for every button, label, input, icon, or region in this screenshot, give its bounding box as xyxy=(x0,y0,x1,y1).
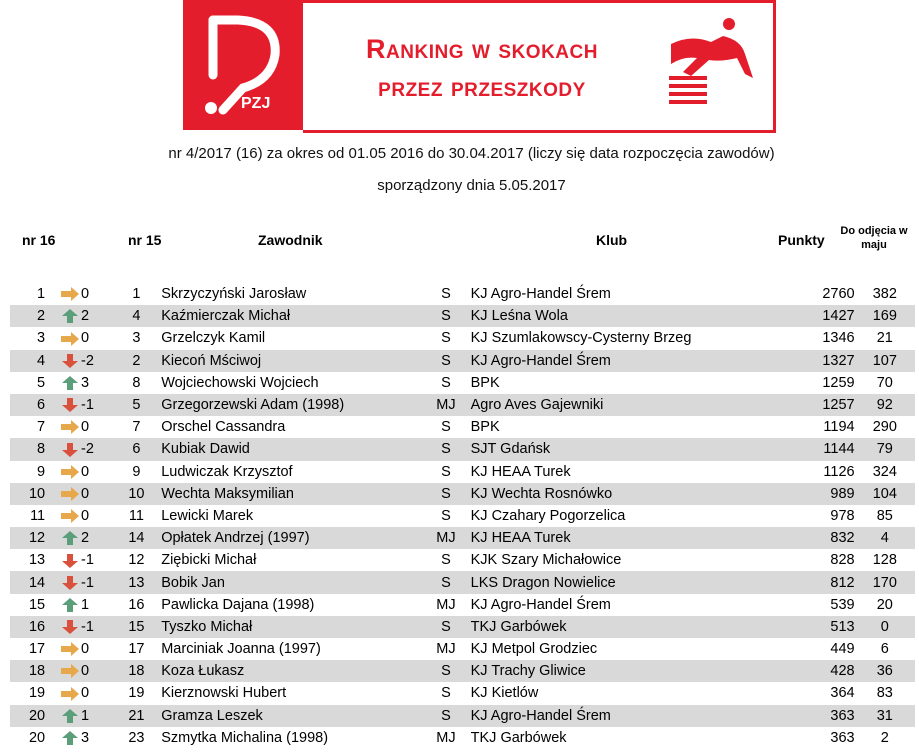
table-row xyxy=(10,571,915,593)
rank-previous: 18 xyxy=(124,660,150,682)
rank-previous: 13 xyxy=(124,571,150,593)
rider-category: S xyxy=(441,507,451,524)
rider-name: Tyszko Michał xyxy=(149,616,429,638)
rank-previous: 11 xyxy=(128,507,144,524)
rider-points: 364 xyxy=(830,685,855,702)
arrow-right-icon xyxy=(61,465,79,479)
rank-previous: 17 xyxy=(128,641,145,658)
table-row xyxy=(10,372,915,394)
rank-current: 12 xyxy=(10,527,47,549)
rider-club: KJ Agro-Handel Śrem xyxy=(470,286,611,303)
rider-name: Opłatek Andrzej (1997) xyxy=(149,527,429,549)
rider-name: Szmytka Michalina (1998) xyxy=(161,729,329,746)
rank-current: 16 xyxy=(10,616,47,638)
rank-current: 17 xyxy=(28,641,46,658)
rank-current: 15 xyxy=(28,596,46,613)
table-row xyxy=(10,327,915,349)
arrow-right-icon xyxy=(61,420,79,434)
rank-current: 5 xyxy=(37,374,46,391)
rank-change-arrow xyxy=(47,571,81,593)
rider-category: MJ xyxy=(436,729,456,746)
rank-change-value: 0 xyxy=(81,660,124,682)
rank-change-value: -2 xyxy=(81,438,124,460)
rider-category: S xyxy=(441,330,451,347)
rider-name: Lewicki Marek xyxy=(161,507,254,524)
rank-change-value: 0 xyxy=(81,419,90,436)
points-to-deduct: 290 xyxy=(872,419,897,436)
ranking-date: sporządzony dnia 5.05.2017 xyxy=(377,177,566,194)
rank-change-arrow xyxy=(47,283,81,305)
rider-club: Agro Aves Gajewniki xyxy=(463,394,796,416)
points-to-deduct: 21 xyxy=(876,330,893,347)
rider-points: 989 xyxy=(796,483,855,505)
table-row xyxy=(10,705,915,727)
rider-points: 428 xyxy=(796,660,855,682)
arrow-down-icon xyxy=(61,443,79,457)
rider-points: 812 xyxy=(796,571,855,593)
points-to-deduct: 170 xyxy=(855,571,915,593)
rider-points: 832 xyxy=(796,527,855,549)
rider-category: S xyxy=(441,463,451,480)
points-to-deduct: 169 xyxy=(855,305,915,327)
rider-points: 2760 xyxy=(822,286,855,303)
rank-change-arrow xyxy=(47,372,81,394)
points-to-deduct: 70 xyxy=(876,374,893,391)
rider-name: Marciniak Joanna (1997) xyxy=(161,641,321,658)
rider-name: Ziębicki Michał xyxy=(161,552,257,569)
rank-change-arrow xyxy=(47,438,81,460)
table-row xyxy=(10,616,915,638)
rank-change-value: 0 xyxy=(81,286,90,303)
points-to-deduct: 382 xyxy=(872,286,897,303)
rank-previous: 10 xyxy=(124,483,150,505)
rank-change-value: -1 xyxy=(81,552,94,569)
rider-category: S xyxy=(441,685,451,702)
rank-previous: 2 xyxy=(124,350,150,372)
rider-points: 449 xyxy=(830,641,855,658)
rider-club: LKS Dragon Nowielice xyxy=(463,571,796,593)
rider-name: Koza Łukasz xyxy=(149,660,429,682)
banner-title-line1: Ranking w skokach xyxy=(366,34,598,64)
rank-change-value: 0 xyxy=(81,330,90,347)
rider-points: 828 xyxy=(830,552,855,569)
header-punkty: Punkty xyxy=(778,232,825,248)
arrow-up-icon xyxy=(61,309,79,323)
points-to-deduct: 6 xyxy=(880,641,889,658)
arrow-right-icon xyxy=(61,664,79,678)
rank-previous: 19 xyxy=(128,685,145,702)
table-row xyxy=(10,394,915,416)
rank-previous: 15 xyxy=(124,616,150,638)
rider-club: TKJ Garbówek xyxy=(463,616,796,638)
banner-title xyxy=(317,30,647,106)
rank-change-value: 1 xyxy=(81,596,90,613)
points-to-deduct: 83 xyxy=(876,685,893,702)
rider-club: KJ HEAA Turek xyxy=(463,527,796,549)
rank-change-value: -1 xyxy=(81,394,124,416)
points-to-deduct: 128 xyxy=(872,552,897,569)
rider-club: KJ Metpol Grodziec xyxy=(470,641,598,658)
rider-name: Ludwiczak Krzysztof xyxy=(161,463,293,480)
rank-previous: 3 xyxy=(132,330,141,347)
rank-change-value: -1 xyxy=(81,616,124,638)
rider-club: KJ Agro-Handel Śrem xyxy=(470,596,611,613)
rank-previous: 16 xyxy=(128,596,145,613)
rider-club: KJ HEAA Turek xyxy=(470,463,571,480)
arrow-down-icon xyxy=(61,620,79,634)
rider-points: 1327 xyxy=(796,350,855,372)
table-row xyxy=(10,283,915,305)
arrow-down-icon xyxy=(61,354,79,368)
rider-category: S xyxy=(429,616,462,638)
rank-change-arrow xyxy=(47,682,81,704)
rider-category: S xyxy=(441,552,451,569)
rider-points: 1259 xyxy=(822,374,855,391)
rider-points: 978 xyxy=(830,507,855,524)
rider-category: S xyxy=(429,660,462,682)
rider-category: S xyxy=(429,305,462,327)
arrow-right-icon xyxy=(61,287,79,301)
arrow-right-icon xyxy=(61,487,79,501)
rank-current: 1 xyxy=(37,286,46,303)
rank-current: 4 xyxy=(10,350,47,372)
rider-points: 1427 xyxy=(796,305,855,327)
rank-change-arrow xyxy=(47,616,81,638)
rider-club: KJ Wechta Rosnówko xyxy=(463,483,796,505)
rank-previous: 8 xyxy=(132,374,141,391)
arrow-right-icon xyxy=(61,332,79,346)
points-to-deduct: 36 xyxy=(855,660,915,682)
rider-name: Kierznowski Hubert xyxy=(161,685,287,702)
rider-club: KJ Agro-Handel Śrem xyxy=(463,350,796,372)
table-row xyxy=(10,549,915,571)
rank-current: 9 xyxy=(37,463,46,480)
rank-change-arrow xyxy=(47,394,81,416)
rank-previous: 14 xyxy=(124,527,150,549)
table-row xyxy=(10,305,915,327)
table-row xyxy=(10,438,915,460)
rank-current: 6 xyxy=(10,394,47,416)
rider-points: 1257 xyxy=(796,394,855,416)
rank-change-value: 0 xyxy=(81,507,90,524)
rank-change-value: -2 xyxy=(81,350,124,372)
rank-current: 2 xyxy=(10,305,47,327)
rank-change-arrow xyxy=(47,416,81,438)
rank-change-arrow xyxy=(47,483,81,505)
arrow-down-icon xyxy=(61,398,79,412)
arrow-up-icon xyxy=(61,598,79,612)
rank-change-value: 0 xyxy=(81,463,90,480)
rank-change-value: 2 xyxy=(81,527,124,549)
rank-change-value: 1 xyxy=(81,705,124,727)
rider-points: 539 xyxy=(830,596,855,613)
rank-change-value: 0 xyxy=(81,641,90,658)
rank-current: 7 xyxy=(37,419,46,436)
table-row xyxy=(10,461,915,483)
rider-category: S xyxy=(429,483,462,505)
rider-category: S xyxy=(441,419,451,436)
rider-points: 513 xyxy=(796,616,855,638)
rider-name: Kiecoń Mściwoj xyxy=(149,350,429,372)
points-to-deduct: 79 xyxy=(855,438,915,460)
points-to-deduct: 92 xyxy=(855,394,915,416)
table-row xyxy=(10,660,915,682)
rider-name: Grzegorzewski Adam (1998) xyxy=(149,394,429,416)
rider-points: 1194 xyxy=(823,419,855,436)
arrow-right-icon xyxy=(61,687,79,701)
rider-club: BPK xyxy=(470,374,500,391)
rank-current: 3 xyxy=(37,330,46,347)
rank-current: 11 xyxy=(30,507,46,524)
rider-name: Wechta Maksymilian xyxy=(149,483,429,505)
rank-previous: 7 xyxy=(132,419,141,436)
points-to-deduct: 20 xyxy=(876,596,893,613)
rank-change-arrow xyxy=(47,461,81,483)
header-do-odjecia-line1: Do odjęcia w xyxy=(840,225,908,237)
ranking-banner xyxy=(183,0,776,130)
table-row xyxy=(10,505,915,527)
rank-current: 18 xyxy=(10,660,47,682)
rank-current: 10 xyxy=(10,483,47,505)
pzj-logo-text: PZJ xyxy=(241,95,271,112)
table-row xyxy=(10,527,915,549)
rider-category: S xyxy=(429,350,462,372)
header-zawodnik: Zawodnik xyxy=(258,232,323,248)
rider-points: 1144 xyxy=(796,438,855,460)
header-do-odjecia-line2: maju xyxy=(861,239,887,251)
arrow-down-icon xyxy=(61,576,79,590)
points-to-deduct: 104 xyxy=(855,483,915,505)
header-nr16: nr 16 xyxy=(22,232,56,248)
table-row xyxy=(10,483,915,505)
rider-points: 1126 xyxy=(823,463,855,480)
rider-club: KJ Leśna Wola xyxy=(463,305,796,327)
rank-change-value: 0 xyxy=(81,483,124,505)
rank-change-arrow xyxy=(47,350,81,372)
rank-change-value: -1 xyxy=(81,571,124,593)
rank-change-arrow xyxy=(47,594,81,616)
rank-previous: 23 xyxy=(128,729,145,746)
arrow-right-icon xyxy=(61,509,79,523)
arrow-up-icon xyxy=(61,376,79,390)
rider-name: Pawlicka Dajana (1998) xyxy=(161,596,315,613)
table-row xyxy=(10,594,915,616)
rider-name: Bobik Jan xyxy=(149,571,429,593)
rider-club: KJ Czahary Pogorzelica xyxy=(470,507,626,524)
rider-category: S xyxy=(441,286,451,303)
rider-club: KJK Szary Michałowice xyxy=(470,552,622,569)
rider-name: Wojciechowski Wojciech xyxy=(161,374,319,391)
rider-club: KJ Szumlakowscy-Cysterny Brzeg xyxy=(470,330,692,347)
ranking-period: nr 4/2017 (16) za okres od 01.05 2016 do 30.04.2017 (liczy się data rozpoczęcia zawodów) xyxy=(168,145,775,162)
points-to-deduct: 107 xyxy=(855,350,915,372)
arrow-up-icon xyxy=(61,709,79,723)
rider-category: S xyxy=(429,705,462,727)
points-to-deduct: 4 xyxy=(855,527,915,549)
rider-name: Kubiak Dawid xyxy=(149,438,429,460)
rank-current: 13 xyxy=(28,552,46,569)
table-row xyxy=(10,638,915,660)
header-nr15: nr 15 xyxy=(128,232,162,248)
rank-change-arrow xyxy=(47,327,81,349)
rider-name: Gramza Leszek xyxy=(149,705,429,727)
arrow-up-icon xyxy=(61,731,79,745)
rank-change-value: 0 xyxy=(81,685,90,702)
rider-name: Orschel Cassandra xyxy=(161,419,286,436)
rank-change-arrow xyxy=(47,549,81,571)
arrow-right-icon xyxy=(61,642,79,656)
rank-change-arrow xyxy=(47,505,81,527)
rider-name: Grzelczyk Kamil xyxy=(161,330,266,347)
pzj-logo xyxy=(183,0,303,130)
rider-points: 1346 xyxy=(822,330,855,347)
rank-change-value: 2 xyxy=(81,305,124,327)
rider-category: S xyxy=(441,374,451,391)
header-klub: Klub xyxy=(596,232,628,248)
rank-previous: 12 xyxy=(128,552,145,569)
arrow-up-icon xyxy=(61,531,79,545)
rank-change-arrow xyxy=(47,638,81,660)
table-row xyxy=(10,682,915,704)
rider-category: MJ xyxy=(436,596,456,613)
points-to-deduct: 2 xyxy=(880,729,889,746)
rider-points: 363 xyxy=(830,729,855,746)
rank-change-value: 3 xyxy=(81,374,90,391)
rider-club: KJ Trachy Gliwice xyxy=(463,660,796,682)
rank-current: 20 xyxy=(28,729,46,746)
rank-change-value: 3 xyxy=(81,729,90,746)
rank-previous: 21 xyxy=(124,705,150,727)
rank-previous: 4 xyxy=(124,305,150,327)
table-row xyxy=(10,727,915,749)
ranking-table xyxy=(10,283,915,749)
table-row xyxy=(10,416,915,438)
rank-current: 20 xyxy=(10,705,47,727)
rank-change-arrow xyxy=(47,527,81,549)
rider-club: KJ Agro-Handel Śrem xyxy=(463,705,796,727)
rank-previous: 6 xyxy=(124,438,150,460)
rank-previous: 9 xyxy=(132,463,141,480)
rank-current: 8 xyxy=(10,438,47,460)
header-do-odjecia xyxy=(835,224,913,252)
rank-change-arrow xyxy=(47,305,81,327)
arrow-down-icon xyxy=(61,554,79,568)
rider-name: Kaźmierczak Michał xyxy=(149,305,429,327)
horse-jumper-icon xyxy=(661,14,761,114)
points-to-deduct: 0 xyxy=(855,616,915,638)
rider-club: KJ Kietlów xyxy=(470,685,539,702)
points-to-deduct: 85 xyxy=(876,507,893,524)
table-row xyxy=(10,350,915,372)
rider-category: MJ xyxy=(429,527,462,549)
rider-points: 363 xyxy=(796,705,855,727)
rider-club: SJT Gdańsk xyxy=(463,438,796,460)
rider-category: S xyxy=(429,571,462,593)
rider-club: TKJ Garbówek xyxy=(470,729,567,746)
points-to-deduct: 324 xyxy=(872,463,897,480)
rank-change-arrow xyxy=(47,727,81,749)
rider-category: MJ xyxy=(436,641,456,658)
rider-name: Skrzyczyński Jarosław xyxy=(161,286,307,303)
rank-previous: 1 xyxy=(132,286,141,303)
points-to-deduct: 31 xyxy=(855,705,915,727)
banner-title-line2: przez przeszkody xyxy=(378,72,586,102)
rank-change-arrow xyxy=(47,660,81,682)
rider-club: BPK xyxy=(470,419,500,436)
rider-category: S xyxy=(429,438,462,460)
rank-change-arrow xyxy=(47,705,81,727)
rank-previous: 5 xyxy=(124,394,150,416)
rank-current: 19 xyxy=(28,685,46,702)
rider-category: MJ xyxy=(429,394,462,416)
rank-current: 14 xyxy=(10,571,47,593)
